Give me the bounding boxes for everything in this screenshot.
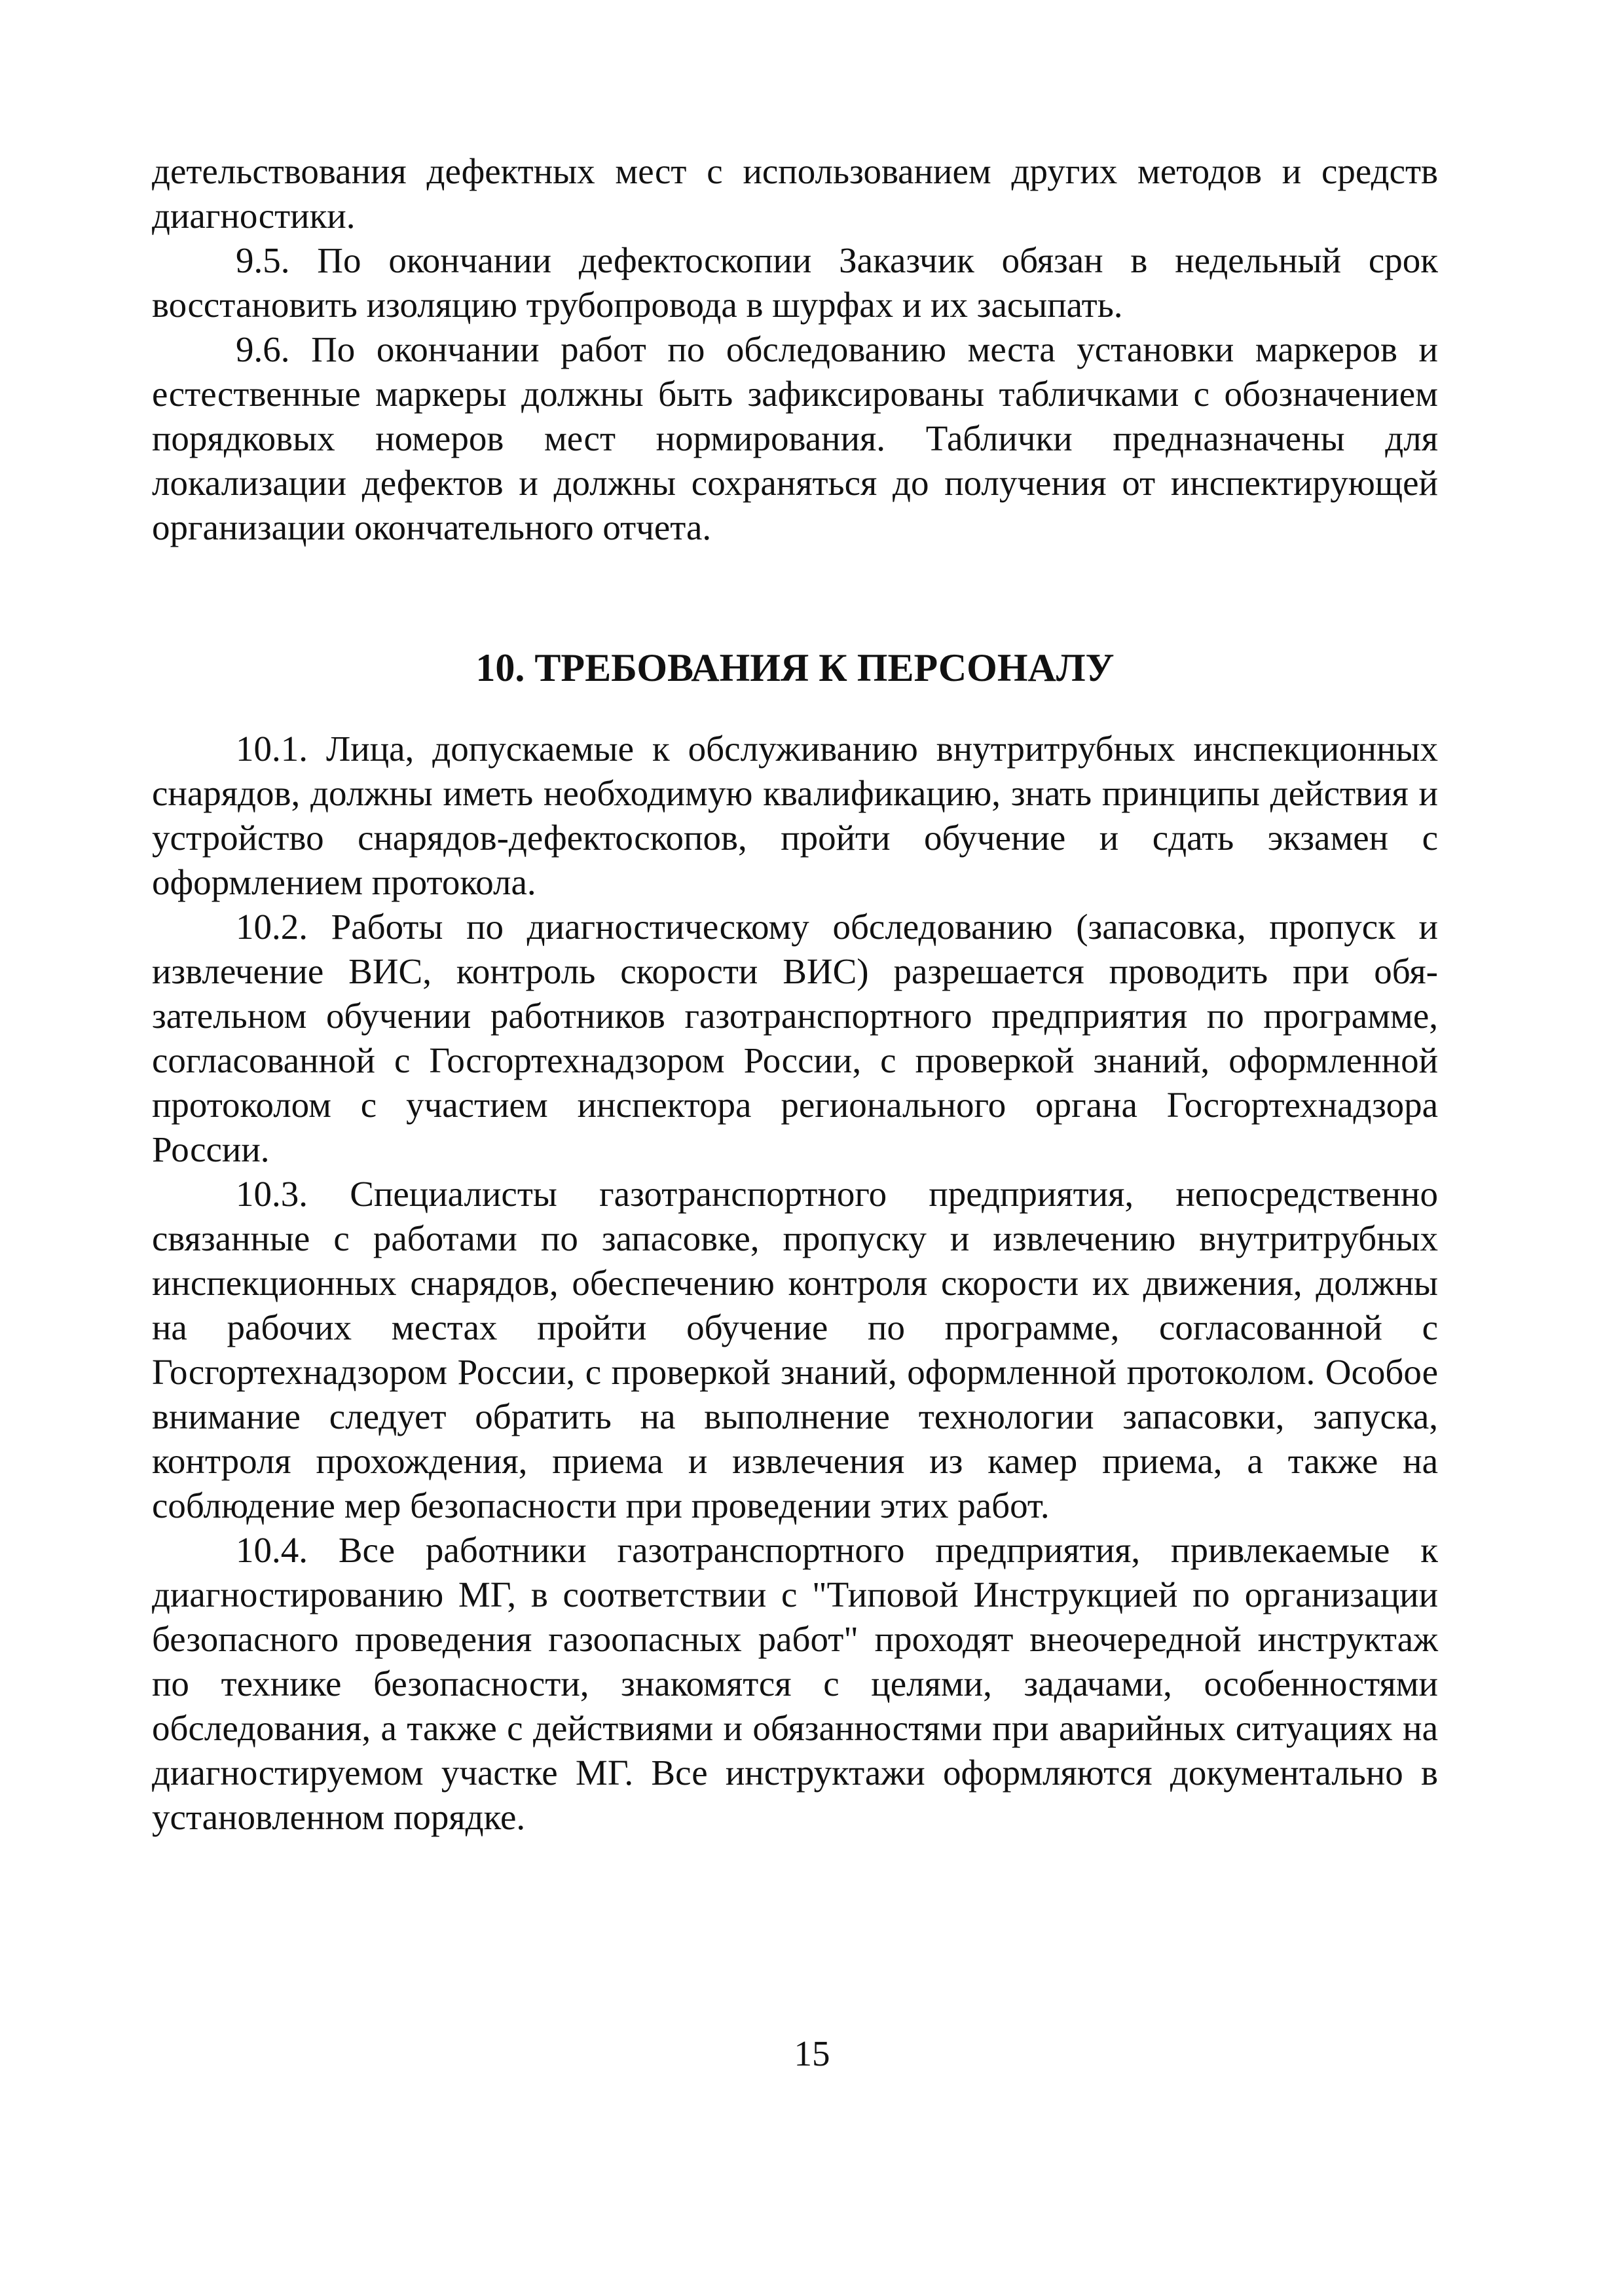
paragraph-10-1: 10.1. Лица, допускаемые к обслуживанию внутритрубных инспекционных снарядов, должны иметь необходимую квалификацию, знать принципы действия и устройство снарядов-дефектоскопов, пройти обучение и сдать экзамен с оформлением протокола. (152, 729, 1438, 902)
paragraph-10-4: 10.4. Все работники газотранспортного предприятия, привлекаемые к диагностированию МГ, в соответствии с "Типовой Инструкцией по организации безопасного проведения газоопасных работ" проходят внеочередной инструктаж по технике безопасности, знакомятся с целями, задачами, особенностями обследования, а также с действиями и обязанностями при аварийных ситуациях на диагностируемом участке МГ. Все инструктажи оформляются документально в установленном порядке. (152, 1530, 1438, 1837)
page-number: 15 (794, 2033, 830, 2073)
section-10-text (152, 727, 1438, 1840)
paragraph-10-3: 10.3. Специалисты газотранспортного предприятия, непосредственно связанные с работами по запасовке, пропуску и извлечению внутритрубных инспекционных снарядов, обеспечению контроля скорости их движения, должны на рабочих местах пройти обучение по программе, согласованной с Госгортехнадзором России, с проверкой знаний, оформленной протоколом. Особое внимание следует обратить на выполнение технологии запасовки, запуска, контроля прохождения, приема и извлечения из камер приема, а также на соблюдение мер безопасности при проведении этих работ. (152, 1174, 1438, 1525)
section-heading: 10. ТРЕБОВАНИЯ К ПЕРСОНАЛУ (475, 646, 1115, 689)
paragraph-continuation: детельствования дефектных мест с использованием других методов и средств диагностики. (152, 151, 1438, 236)
paragraph-10-2: 10.2. Работы по диагностическому обследованию (запасовка, пропуск и извлечение ВИС, контроль скорости ВИС) разрешается проводить при обязательном обучении работников газотранспортного предприятия по программе, согласованной с Госгортехнадзором России, с проверкой знаний, оформленной протоколом с участием инспектора регионального органа Госгортехнадзора России. (152, 907, 1438, 1169)
paragraph-9-6: 9.6. По окончании работ по обследованию места установки маркеров и естественные маркеры должны быть зафиксированы табличками с обозначением порядковых номеров мест нормирования. Таблички предназначены для локализации дефектов и должны сохраняться до получения от инспектирующей организации окончательного отчета. (152, 329, 1438, 547)
paragraph-9-5: 9.5. По окончании дефектоскопии Заказчик обязан в недельный срок восстановить изоляцию трубопровода в шурфах и их засыпать. (152, 240, 1438, 325)
section-9-text (152, 149, 1438, 550)
